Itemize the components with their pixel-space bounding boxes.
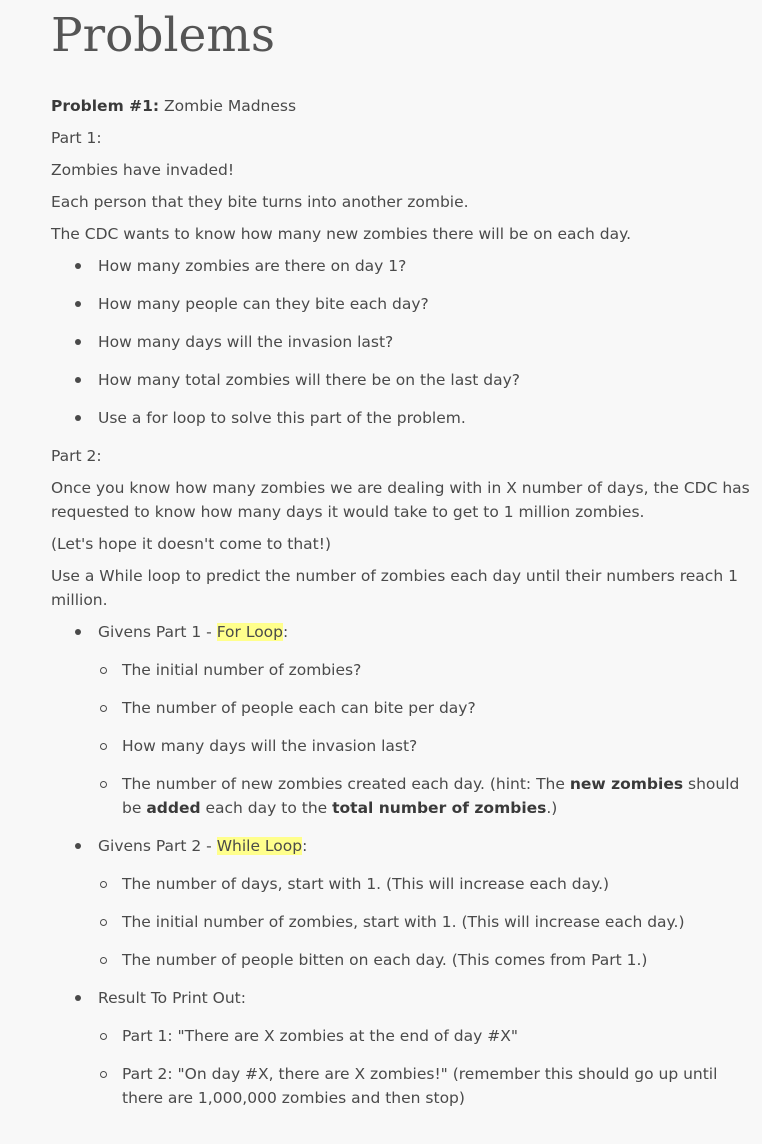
givens-part1-label: Givens Part 1 -	[98, 623, 217, 641]
list-item: How many days will the invasion last?	[51, 330, 751, 354]
givens-part1-list	[98, 658, 751, 820]
paragraph: (Let's hope it doesn't come to that!)	[51, 535, 332, 553]
hint-bold-total: total number of zombies	[332, 799, 547, 817]
list-item: How many zombies are there on day 1?	[51, 254, 751, 278]
hint-text: should be	[122, 775, 740, 817]
list-item: Use a for loop to solve this part of the problem.	[51, 406, 751, 430]
list-item: The number of people each can bite per day?	[98, 696, 751, 720]
problem-heading	[51, 94, 751, 118]
result-section	[51, 986, 751, 1110]
paragraph: Zombies have invaded!	[51, 161, 235, 179]
paragraph: The CDC wants to know how many new zombies there will be on each day.	[51, 225, 632, 243]
list-item: Part 2: "On day #X, there are X zombies!" (remember this should go up until there are 1,000,000 zombies and then stop)	[98, 1062, 751, 1110]
hint-item	[98, 772, 751, 820]
list-item: How many days will the invasion last?	[98, 734, 751, 758]
page-title: Problems	[51, 8, 276, 63]
while-loop-highlight: While Loop	[216, 837, 303, 855]
hint-text: The number of new zombies created each day. (hint: The	[122, 775, 570, 793]
colon: :	[302, 837, 308, 855]
hint-text: .)	[546, 799, 558, 817]
problem-label: Problem #1:	[51, 97, 160, 115]
list-item: The initial number of zombies, start with 1. (This will increase each day.)	[98, 910, 751, 934]
paragraph: Each person that they bite turns into another zombie.	[51, 193, 469, 211]
part1-question-list	[51, 254, 751, 430]
paragraph: Use a While loop to predict the number of zombies each day until their numbers reach 1 million.	[51, 567, 738, 609]
hint-text: each day to the	[200, 799, 333, 817]
list-item: How many people can they bite each day?	[51, 292, 751, 316]
colon: :	[283, 623, 289, 641]
list-item: How many total zombies will there be on the last day?	[51, 368, 751, 392]
hint-bold-added: added	[146, 799, 201, 817]
part2-heading: Part 2:	[51, 447, 102, 465]
problem-name: Zombie Madness	[164, 97, 297, 115]
list-item: The number of people bitten on each day. (This comes from Part 1.)	[98, 948, 751, 972]
givens-part2-label: Givens Part 2 -	[98, 837, 217, 855]
part1-heading: Part 1:	[51, 129, 102, 147]
givens-part2-list	[98, 872, 751, 972]
list-item: The initial number of zombies?	[98, 658, 751, 682]
result-label: Result To Print Out:	[98, 989, 246, 1007]
givens-part1	[51, 620, 751, 820]
paragraph: Once you know how many zombies we are dealing with in X number of days, the CDC has requested to know how many days it would take to get to 1 million zombies.	[51, 479, 750, 521]
document	[0, 8, 751, 1110]
list-item: Part 1: "There are X zombies at the end of day #X"	[98, 1024, 751, 1048]
givens-list	[51, 620, 751, 1110]
for-loop-highlight: For Loop	[216, 623, 284, 641]
result-list	[98, 1024, 751, 1110]
givens-part2	[51, 834, 751, 972]
list-item: The number of days, start with 1. (This will increase each day.)	[98, 872, 751, 896]
hint-bold-new-zombies: new zombies	[569, 775, 684, 793]
